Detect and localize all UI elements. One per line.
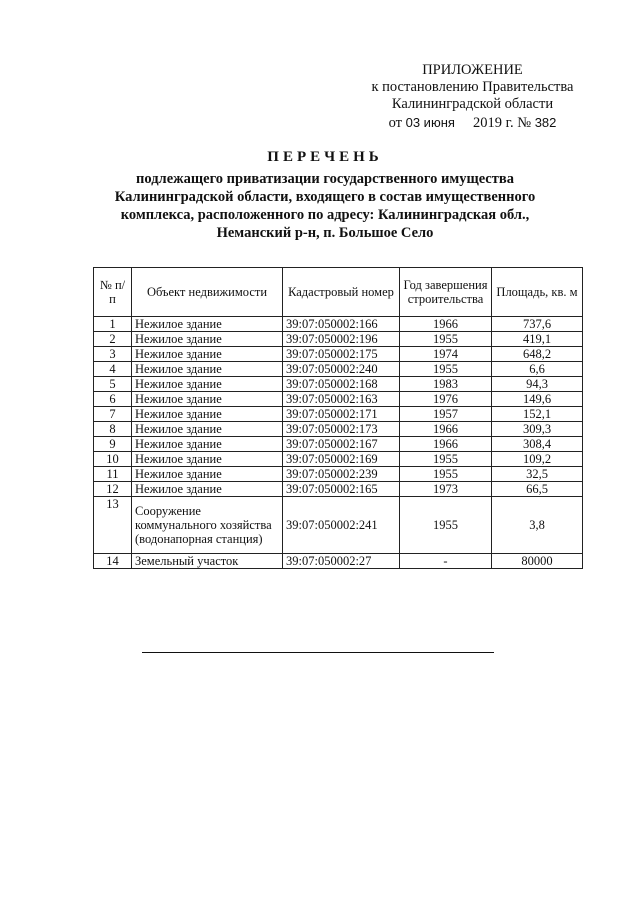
cell-num: 8: [94, 422, 132, 437]
cell-area: 309,3: [492, 422, 583, 437]
document-title-block: [60, 148, 590, 242]
cell-area: 109,2: [492, 452, 583, 467]
table-header-row: [94, 268, 583, 317]
cell-cadastral: 39:07:050002:241: [283, 497, 400, 554]
document-subtitle-1: подлежащего приватизации государственного имущества: [136, 171, 514, 187]
cell-area: 32,5: [492, 467, 583, 482]
cell-num: 1: [94, 317, 132, 332]
document-subtitle-3: комплекса, расположенного по адресу: Калининградская обл.,: [120, 207, 530, 223]
date-day-month: 03 июня: [405, 115, 455, 130]
table-row: [94, 452, 583, 467]
date-year: 2019 г. №: [473, 115, 532, 131]
cell-year: 1955: [400, 467, 492, 482]
cell-num: 10: [94, 452, 132, 467]
cell-year: 1973: [400, 482, 492, 497]
cell-cadastral: 39:07:050002:173: [283, 422, 400, 437]
appendix-block: [330, 62, 615, 132]
cell-num: 11: [94, 467, 132, 482]
cell-num: 4: [94, 362, 132, 377]
header-year: Год завершения строительства: [400, 268, 492, 317]
cell-object: Нежилое здание: [132, 452, 283, 467]
cell-object: Нежилое здание: [132, 437, 283, 452]
cell-object: Сооружение коммунального хозяйства (водонапорная станция): [132, 497, 283, 554]
cell-area: 737,6: [492, 317, 583, 332]
table-row: [94, 437, 583, 452]
table-row: [94, 317, 583, 332]
cell-cadastral: 39:07:050002:175: [283, 347, 400, 362]
cell-object: Нежилое здание: [132, 467, 283, 482]
cell-area: 94,3: [492, 377, 583, 392]
cell-cadastral: 39:07:050002:240: [283, 362, 400, 377]
document-subtitle-2: Калининградской области, входящего в состав имущественного: [114, 189, 536, 205]
cell-object: Нежилое здание: [132, 317, 283, 332]
cell-year: -: [400, 554, 492, 569]
cell-num: 9: [94, 437, 132, 452]
header-cadastral: Кадастровый номер: [283, 268, 400, 317]
cell-object: Нежилое здание: [132, 392, 283, 407]
cell-area: 66,5: [492, 482, 583, 497]
cell-area: 6,6: [492, 362, 583, 377]
cell-num: 2: [94, 332, 132, 347]
table-row: [94, 407, 583, 422]
cell-area: 3,8: [492, 497, 583, 554]
cell-object: Нежилое здание: [132, 347, 283, 362]
cell-object: Нежилое здание: [132, 377, 283, 392]
cell-num: 14: [94, 554, 132, 569]
cell-year: 1966: [400, 437, 492, 452]
cell-area: 152,1: [492, 407, 583, 422]
table-row: [94, 467, 583, 482]
cell-object: Нежилое здание: [132, 362, 283, 377]
cell-year: 1955: [400, 332, 492, 347]
cell-object: Нежилое здание: [132, 482, 283, 497]
appendix-title: ПРИЛОЖЕНИЕ: [422, 62, 523, 78]
table-row: [94, 497, 583, 554]
appendix-line-2: Калининградской области: [391, 96, 554, 112]
cell-cadastral: 39:07:050002:163: [283, 392, 400, 407]
cell-area: 648,2: [492, 347, 583, 362]
cell-year: 1966: [400, 317, 492, 332]
cell-year: 1955: [400, 497, 492, 554]
decree-number: 382: [534, 115, 557, 130]
cell-cadastral: 39:07:050002:171: [283, 407, 400, 422]
cell-cadastral: 39:07:050002:196: [283, 332, 400, 347]
cell-object: Нежилое здание: [132, 422, 283, 437]
table-row: [94, 332, 583, 347]
cell-cadastral: 39:07:050002:166: [283, 317, 400, 332]
cell-year: 1976: [400, 392, 492, 407]
cell-num: 12: [94, 482, 132, 497]
cell-cadastral: 39:07:050002:169: [283, 452, 400, 467]
cell-year: 1957: [400, 407, 492, 422]
property-table: [93, 267, 583, 569]
cell-num: 13: [94, 497, 132, 554]
cell-year: 1983: [400, 377, 492, 392]
cell-area: 80000: [492, 554, 583, 569]
cell-num: 7: [94, 407, 132, 422]
cell-object: Нежилое здание: [132, 332, 283, 347]
cell-cadastral: 39:07:050002:168: [283, 377, 400, 392]
table-row: [94, 422, 583, 437]
cell-year: 1955: [400, 452, 492, 467]
cell-cadastral: 39:07:050002:239: [283, 467, 400, 482]
cell-cadastral: 39:07:050002:165: [283, 482, 400, 497]
cell-object: Земельный участок: [132, 554, 283, 569]
cell-object: Нежилое здание: [132, 407, 283, 422]
table-row: [94, 392, 583, 407]
end-of-list-rule: [142, 652, 494, 653]
header-num: № п/п: [94, 268, 132, 317]
table-row: [94, 362, 583, 377]
document-heading: ПЕРЕЧЕНЬ: [267, 149, 383, 165]
appendix-line-1: к постановлению Правительства: [371, 79, 574, 95]
cell-area: 308,4: [492, 437, 583, 452]
cell-year: 1966: [400, 422, 492, 437]
date-prefix: от: [388, 115, 402, 131]
document-subtitle-4: Неманский р-н, п. Большое Село: [216, 225, 434, 241]
table-row: [94, 482, 583, 497]
cell-area: 149,6: [492, 392, 583, 407]
header-area: Площадь, кв. м: [492, 268, 583, 317]
table-row: [94, 554, 583, 569]
cell-year: 1955: [400, 362, 492, 377]
cell-area: 419,1: [492, 332, 583, 347]
cell-year: 1974: [400, 347, 492, 362]
appendix-dateline: [330, 114, 615, 132]
cell-num: 5: [94, 377, 132, 392]
cell-num: 6: [94, 392, 132, 407]
cell-cadastral: 39:07:050002:167: [283, 437, 400, 452]
header-object: Объект недвижимости: [132, 268, 283, 317]
cell-cadastral: 39:07:050002:27: [283, 554, 400, 569]
table-row: [94, 347, 583, 362]
cell-num: 3: [94, 347, 132, 362]
table-row: [94, 377, 583, 392]
